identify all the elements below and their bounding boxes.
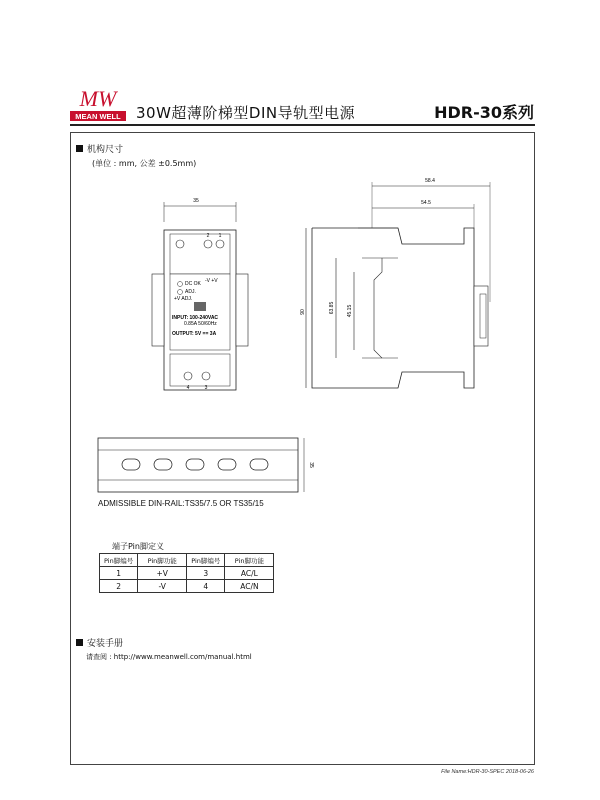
side-view-drawing <box>298 172 498 404</box>
mw-panel-logo <box>194 302 206 311</box>
unit-note: (单位 : mm, 公差 ±0.5mm) <box>92 159 197 168</box>
din-rail-drawing <box>96 436 316 496</box>
pin-cell: 1 <box>100 567 138 580</box>
manual-section-title: 安装手册 <box>87 639 124 649</box>
pin-cell: 2 <box>100 580 138 593</box>
pin-table-title: 端子Pin脚定义 <box>112 542 164 551</box>
side-dim-90: 90 <box>300 309 306 315</box>
terminal-label-4: 4 <box>186 385 190 391</box>
pin-col-header: Pin脚编号 <box>100 554 138 567</box>
front-width-dim: 35 <box>193 198 199 204</box>
pin-table <box>99 553 274 593</box>
mechanical-section-title: 机构尺寸 <box>87 145 124 155</box>
file-name-footer: File Name:HDR-30-SPEC 2018-06-26 <box>441 769 534 775</box>
pin-cell: +V <box>138 567 187 580</box>
panel-output: OUTPUT: 5V == 3A <box>172 331 217 337</box>
terminal-label-2: 2 <box>206 233 210 239</box>
side-dim-58: 58.4 <box>425 178 435 184</box>
header-rule <box>70 124 535 126</box>
series-title: HDR-30系列 <box>434 103 534 122</box>
table-row <box>100 567 274 580</box>
bullet-square-icon <box>76 639 83 646</box>
side-dim-63: 63.85 <box>329 301 335 315</box>
pin-cell: 3 <box>187 567 225 580</box>
rail-height-dim: 35 <box>308 462 314 468</box>
manual-section-header <box>76 636 123 649</box>
manual-link[interactable]: 请查阅 : http://www.meanwell.com/manual.html <box>86 653 252 661</box>
logo-text: MEAN WELL <box>75 112 121 121</box>
panel-input2: 0.85A 50/60Hz <box>184 321 217 327</box>
rail-slot <box>250 459 268 470</box>
mechanical-section-header <box>76 142 123 155</box>
pin-col-header: Pin脚功能 <box>225 554 274 567</box>
rail-slot <box>186 459 204 470</box>
table-row <box>100 580 274 593</box>
panel-vadj: +V ADJ. <box>174 296 193 302</box>
logo-mark: MW <box>79 86 117 111</box>
panel-input: INPUT: 100-240VAC <box>172 315 219 321</box>
rail-slot <box>122 459 140 470</box>
bullet-square-icon <box>76 145 83 152</box>
panel-pins-top: -V +V <box>205 278 218 284</box>
page-title: 30W超薄阶梯型DIN导轨型电源 <box>136 104 356 122</box>
side-dim-54: 54.5 <box>421 200 431 206</box>
pin-col-header: Pin脚编号 <box>187 554 225 567</box>
pin-cell: AC/N <box>225 580 274 593</box>
front-right-wing <box>236 274 248 346</box>
pin-col-header: Pin脚功能 <box>138 554 187 567</box>
pin-cell: -V <box>138 580 187 593</box>
mean-well-logo <box>70 86 126 122</box>
pin-cell: AC/L <box>225 567 274 580</box>
front-left-wing <box>152 274 164 346</box>
terminal-label-3: 3 <box>204 385 208 391</box>
rail-caption: ADMISSIBLE DIN-RAIL:TS35/7.5 OR TS35/15 <box>98 499 264 508</box>
side-dim-45: 45.15 <box>347 304 353 318</box>
front-view-drawing <box>150 192 250 402</box>
pin-table-header-row <box>100 554 274 567</box>
panel-adj: ADJ. <box>185 289 196 295</box>
panel-dc-ok: DC OK <box>185 281 201 287</box>
terminal-label-1: 1 <box>218 233 222 239</box>
pin-cell: 4 <box>187 580 225 593</box>
rail-slot <box>154 459 172 470</box>
rail-slot <box>218 459 236 470</box>
